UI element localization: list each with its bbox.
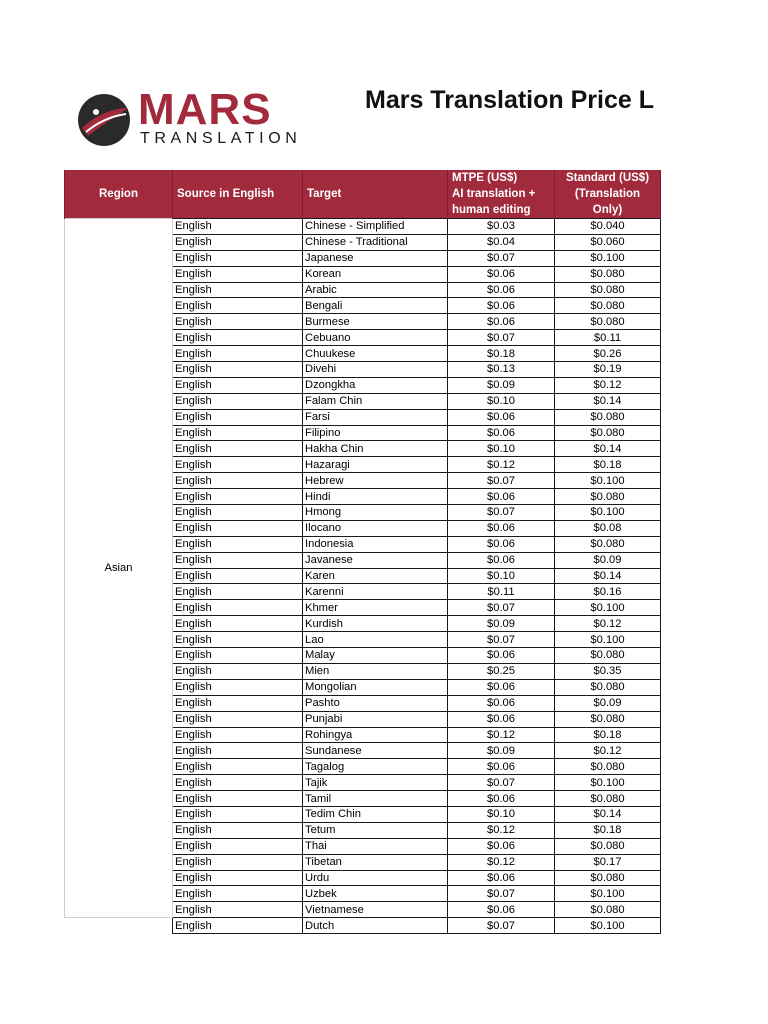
source-cell: English <box>173 234 303 250</box>
standard-price-cell: $0.19 <box>555 362 661 378</box>
mtpe-price-cell: $0.07 <box>448 600 555 616</box>
target-cell: Uzbek <box>303 886 448 902</box>
target-cell: Filipino <box>303 425 448 441</box>
standard-price-cell: $0.26 <box>555 346 661 362</box>
header-standard <box>555 170 661 219</box>
header-mtpe-label: MTPE (US$) AI translation + human editing <box>452 172 536 216</box>
mtpe-price-cell: $0.03 <box>448 219 555 235</box>
mtpe-price-cell: $0.11 <box>448 584 555 600</box>
source-cell: English <box>173 854 303 870</box>
standard-price-cell: $0.080 <box>555 266 661 282</box>
planet-logo-icon <box>76 92 132 148</box>
source-cell: English <box>173 616 303 632</box>
header-target: Target <box>303 170 448 219</box>
target-cell: Vietnamese <box>303 902 448 918</box>
source-cell: English <box>173 298 303 314</box>
mtpe-price-cell: $0.06 <box>448 314 555 330</box>
target-cell: Hakha Chin <box>303 441 448 457</box>
mtpe-price-cell: $0.10 <box>448 393 555 409</box>
standard-price-cell: $0.080 <box>555 759 661 775</box>
standard-price-cell: $0.080 <box>555 282 661 298</box>
target-cell: Punjabi <box>303 711 448 727</box>
target-cell: Bengali <box>303 298 448 314</box>
target-cell: Chinese - Simplified <box>303 219 448 235</box>
standard-price-cell: $0.12 <box>555 377 661 393</box>
source-cell: English <box>173 775 303 791</box>
standard-price-cell: $0.35 <box>555 663 661 679</box>
mtpe-price-cell: $0.06 <box>448 552 555 568</box>
mtpe-price-cell: $0.06 <box>448 489 555 505</box>
mtpe-price-cell: $0.06 <box>448 838 555 854</box>
target-cell: Malay <box>303 648 448 664</box>
header-source: Source in English <box>173 170 303 219</box>
standard-price-cell: $0.080 <box>555 838 661 854</box>
mtpe-price-cell: $0.06 <box>448 520 555 536</box>
source-cell: English <box>173 489 303 505</box>
standard-price-cell: $0.09 <box>555 695 661 711</box>
target-cell: Hmong <box>303 505 448 521</box>
region-cell: Asian <box>65 219 173 918</box>
mtpe-price-cell: $0.06 <box>448 679 555 695</box>
standard-price-cell: $0.100 <box>555 505 661 521</box>
source-cell: English <box>173 457 303 473</box>
mtpe-price-cell: $0.12 <box>448 727 555 743</box>
target-cell: Dutch <box>303 918 448 934</box>
target-cell: Karen <box>303 568 448 584</box>
standard-price-cell: $0.100 <box>555 918 661 934</box>
target-cell: Indonesia <box>303 536 448 552</box>
target-cell: Hazaragi <box>303 457 448 473</box>
source-cell: English <box>173 711 303 727</box>
mtpe-price-cell: $0.06 <box>448 298 555 314</box>
standard-price-cell: $0.100 <box>555 473 661 489</box>
mtpe-price-cell: $0.07 <box>448 505 555 521</box>
standard-price-cell: $0.080 <box>555 791 661 807</box>
source-cell: English <box>173 679 303 695</box>
standard-price-cell: $0.18 <box>555 822 661 838</box>
mtpe-price-cell: $0.07 <box>448 250 555 266</box>
price-table <box>64 170 661 934</box>
mtpe-price-cell: $0.10 <box>448 441 555 457</box>
target-cell: Japanese <box>303 250 448 266</box>
source-cell: English <box>173 250 303 266</box>
source-cell: English <box>173 648 303 664</box>
mtpe-price-cell: $0.06 <box>448 791 555 807</box>
mtpe-price-cell: $0.13 <box>448 362 555 378</box>
source-cell: English <box>173 362 303 378</box>
logo-brand-text: MARS <box>138 85 272 134</box>
source-cell: English <box>173 870 303 886</box>
source-cell: English <box>173 552 303 568</box>
standard-price-cell: $0.100 <box>555 886 661 902</box>
standard-price-cell: $0.080 <box>555 314 661 330</box>
source-cell: English <box>173 902 303 918</box>
mtpe-price-cell: $0.06 <box>448 536 555 552</box>
target-cell: Tibetan <box>303 854 448 870</box>
source-cell: English <box>173 505 303 521</box>
mtpe-price-cell: $0.12 <box>448 854 555 870</box>
standard-price-cell: $0.17 <box>555 854 661 870</box>
target-cell: Thai <box>303 838 448 854</box>
source-cell: English <box>173 441 303 457</box>
mtpe-price-cell: $0.06 <box>448 870 555 886</box>
target-cell: Tajik <box>303 775 448 791</box>
standard-price-cell: $0.14 <box>555 441 661 457</box>
target-cell: Karenni <box>303 584 448 600</box>
standard-price-cell: $0.11 <box>555 330 661 346</box>
mtpe-price-cell: $0.09 <box>448 377 555 393</box>
source-cell: English <box>173 822 303 838</box>
source-cell: English <box>173 663 303 679</box>
target-cell: Burmese <box>303 314 448 330</box>
mtpe-price-cell: $0.06 <box>448 425 555 441</box>
standard-price-cell: $0.080 <box>555 409 661 425</box>
mtpe-price-cell: $0.06 <box>448 695 555 711</box>
target-cell: Tetum <box>303 822 448 838</box>
target-cell: Pashto <box>303 695 448 711</box>
standard-price-cell: $0.080 <box>555 902 661 918</box>
source-cell: English <box>173 727 303 743</box>
standard-price-cell: $0.100 <box>555 600 661 616</box>
target-cell: Urdu <box>303 870 448 886</box>
mtpe-price-cell: $0.06 <box>448 902 555 918</box>
standard-price-cell: $0.14 <box>555 393 661 409</box>
mtpe-price-cell: $0.07 <box>448 632 555 648</box>
target-cell: Arabic <box>303 282 448 298</box>
standard-price-cell: $0.080 <box>555 870 661 886</box>
standard-price-cell: $0.100 <box>555 632 661 648</box>
standard-price-cell: $0.18 <box>555 457 661 473</box>
mars-translation-logo <box>76 85 316 150</box>
source-cell: English <box>173 568 303 584</box>
standard-price-cell: $0.14 <box>555 806 661 822</box>
target-cell: Korean <box>303 266 448 282</box>
mtpe-price-cell: $0.07 <box>448 918 555 934</box>
mtpe-price-cell: $0.12 <box>448 457 555 473</box>
mtpe-price-cell: $0.07 <box>448 330 555 346</box>
mtpe-price-cell: $0.07 <box>448 886 555 902</box>
region-cell-next <box>65 918 173 934</box>
target-cell: Farsi <box>303 409 448 425</box>
header-region: Region <box>65 170 173 219</box>
target-cell: Hindi <box>303 489 448 505</box>
source-cell: English <box>173 393 303 409</box>
source-cell: English <box>173 473 303 489</box>
header-standard-label: Standard (US$) (Translation Only) <box>565 172 650 216</box>
table-header-row <box>65 170 661 219</box>
standard-price-cell: $0.100 <box>555 775 661 791</box>
source-cell: English <box>173 695 303 711</box>
target-cell: Hebrew <box>303 473 448 489</box>
target-cell: Cebuano <box>303 330 448 346</box>
mtpe-price-cell: $0.07 <box>448 473 555 489</box>
target-cell: Javanese <box>303 552 448 568</box>
standard-price-cell: $0.14 <box>555 568 661 584</box>
source-cell: English <box>173 759 303 775</box>
target-cell: Ilocano <box>303 520 448 536</box>
header-mtpe <box>448 170 555 219</box>
page-title: Mars Translation Price L <box>365 86 654 114</box>
standard-price-cell: $0.080 <box>555 425 661 441</box>
standard-price-cell: $0.12 <box>555 616 661 632</box>
standard-price-cell: $0.080 <box>555 711 661 727</box>
standard-price-cell: $0.080 <box>555 536 661 552</box>
source-cell: English <box>173 409 303 425</box>
standard-price-cell: $0.09 <box>555 552 661 568</box>
source-cell: English <box>173 346 303 362</box>
mtpe-price-cell: $0.18 <box>448 346 555 362</box>
mtpe-price-cell: $0.09 <box>448 616 555 632</box>
target-cell: Falam Chin <box>303 393 448 409</box>
target-cell: Mien <box>303 663 448 679</box>
standard-price-cell: $0.080 <box>555 298 661 314</box>
standard-price-cell: $0.080 <box>555 648 661 664</box>
mtpe-price-cell: $0.07 <box>448 775 555 791</box>
source-cell: English <box>173 806 303 822</box>
table-row <box>65 219 661 235</box>
mtpe-price-cell: $0.25 <box>448 663 555 679</box>
standard-price-cell: $0.080 <box>555 489 661 505</box>
standard-price-cell: $0.16 <box>555 584 661 600</box>
standard-price-cell: $0.100 <box>555 250 661 266</box>
source-cell: English <box>173 520 303 536</box>
target-cell: Mongolian <box>303 679 448 695</box>
source-cell: English <box>173 838 303 854</box>
target-cell: Tagalog <box>303 759 448 775</box>
target-cell: Chuukese <box>303 346 448 362</box>
mtpe-price-cell: $0.10 <box>448 806 555 822</box>
source-cell: English <box>173 584 303 600</box>
mtpe-price-cell: $0.06 <box>448 409 555 425</box>
standard-price-cell: $0.12 <box>555 743 661 759</box>
logo-tagline-text: TRANSLATION <box>140 130 302 147</box>
source-cell: English <box>173 425 303 441</box>
target-cell: Tedim Chin <box>303 806 448 822</box>
target-cell: Lao <box>303 632 448 648</box>
mtpe-price-cell: $0.10 <box>448 568 555 584</box>
mtpe-price-cell: $0.06 <box>448 759 555 775</box>
target-cell: Rohingya <box>303 727 448 743</box>
source-cell: English <box>173 282 303 298</box>
target-cell: Sundanese <box>303 743 448 759</box>
source-cell: English <box>173 536 303 552</box>
mtpe-price-cell: $0.06 <box>448 711 555 727</box>
target-cell: Khmer <box>303 600 448 616</box>
source-cell: English <box>173 219 303 235</box>
target-cell: Kurdish <box>303 616 448 632</box>
source-cell: English <box>173 600 303 616</box>
source-cell: English <box>173 791 303 807</box>
mtpe-price-cell: $0.04 <box>448 234 555 250</box>
standard-price-cell: $0.08 <box>555 520 661 536</box>
source-cell: English <box>173 330 303 346</box>
standard-price-cell: $0.060 <box>555 234 661 250</box>
target-cell: Divehi <box>303 362 448 378</box>
target-cell: Dzongkha <box>303 377 448 393</box>
source-cell: English <box>173 743 303 759</box>
table-row <box>65 918 661 934</box>
mtpe-price-cell: $0.06 <box>448 266 555 282</box>
source-cell: English <box>173 377 303 393</box>
standard-price-cell: $0.040 <box>555 219 661 235</box>
mtpe-price-cell: $0.12 <box>448 822 555 838</box>
mtpe-price-cell: $0.06 <box>448 282 555 298</box>
source-cell: English <box>173 266 303 282</box>
standard-price-cell: $0.18 <box>555 727 661 743</box>
source-cell: English <box>173 632 303 648</box>
standard-price-cell: $0.080 <box>555 679 661 695</box>
mtpe-price-cell: $0.09 <box>448 743 555 759</box>
source-cell: English <box>173 314 303 330</box>
source-cell: English <box>173 886 303 902</box>
target-cell: Tamil <box>303 791 448 807</box>
target-cell: Chinese - Traditional <box>303 234 448 250</box>
mtpe-price-cell: $0.06 <box>448 648 555 664</box>
source-cell: English <box>173 918 303 934</box>
price-table-body <box>65 219 661 934</box>
